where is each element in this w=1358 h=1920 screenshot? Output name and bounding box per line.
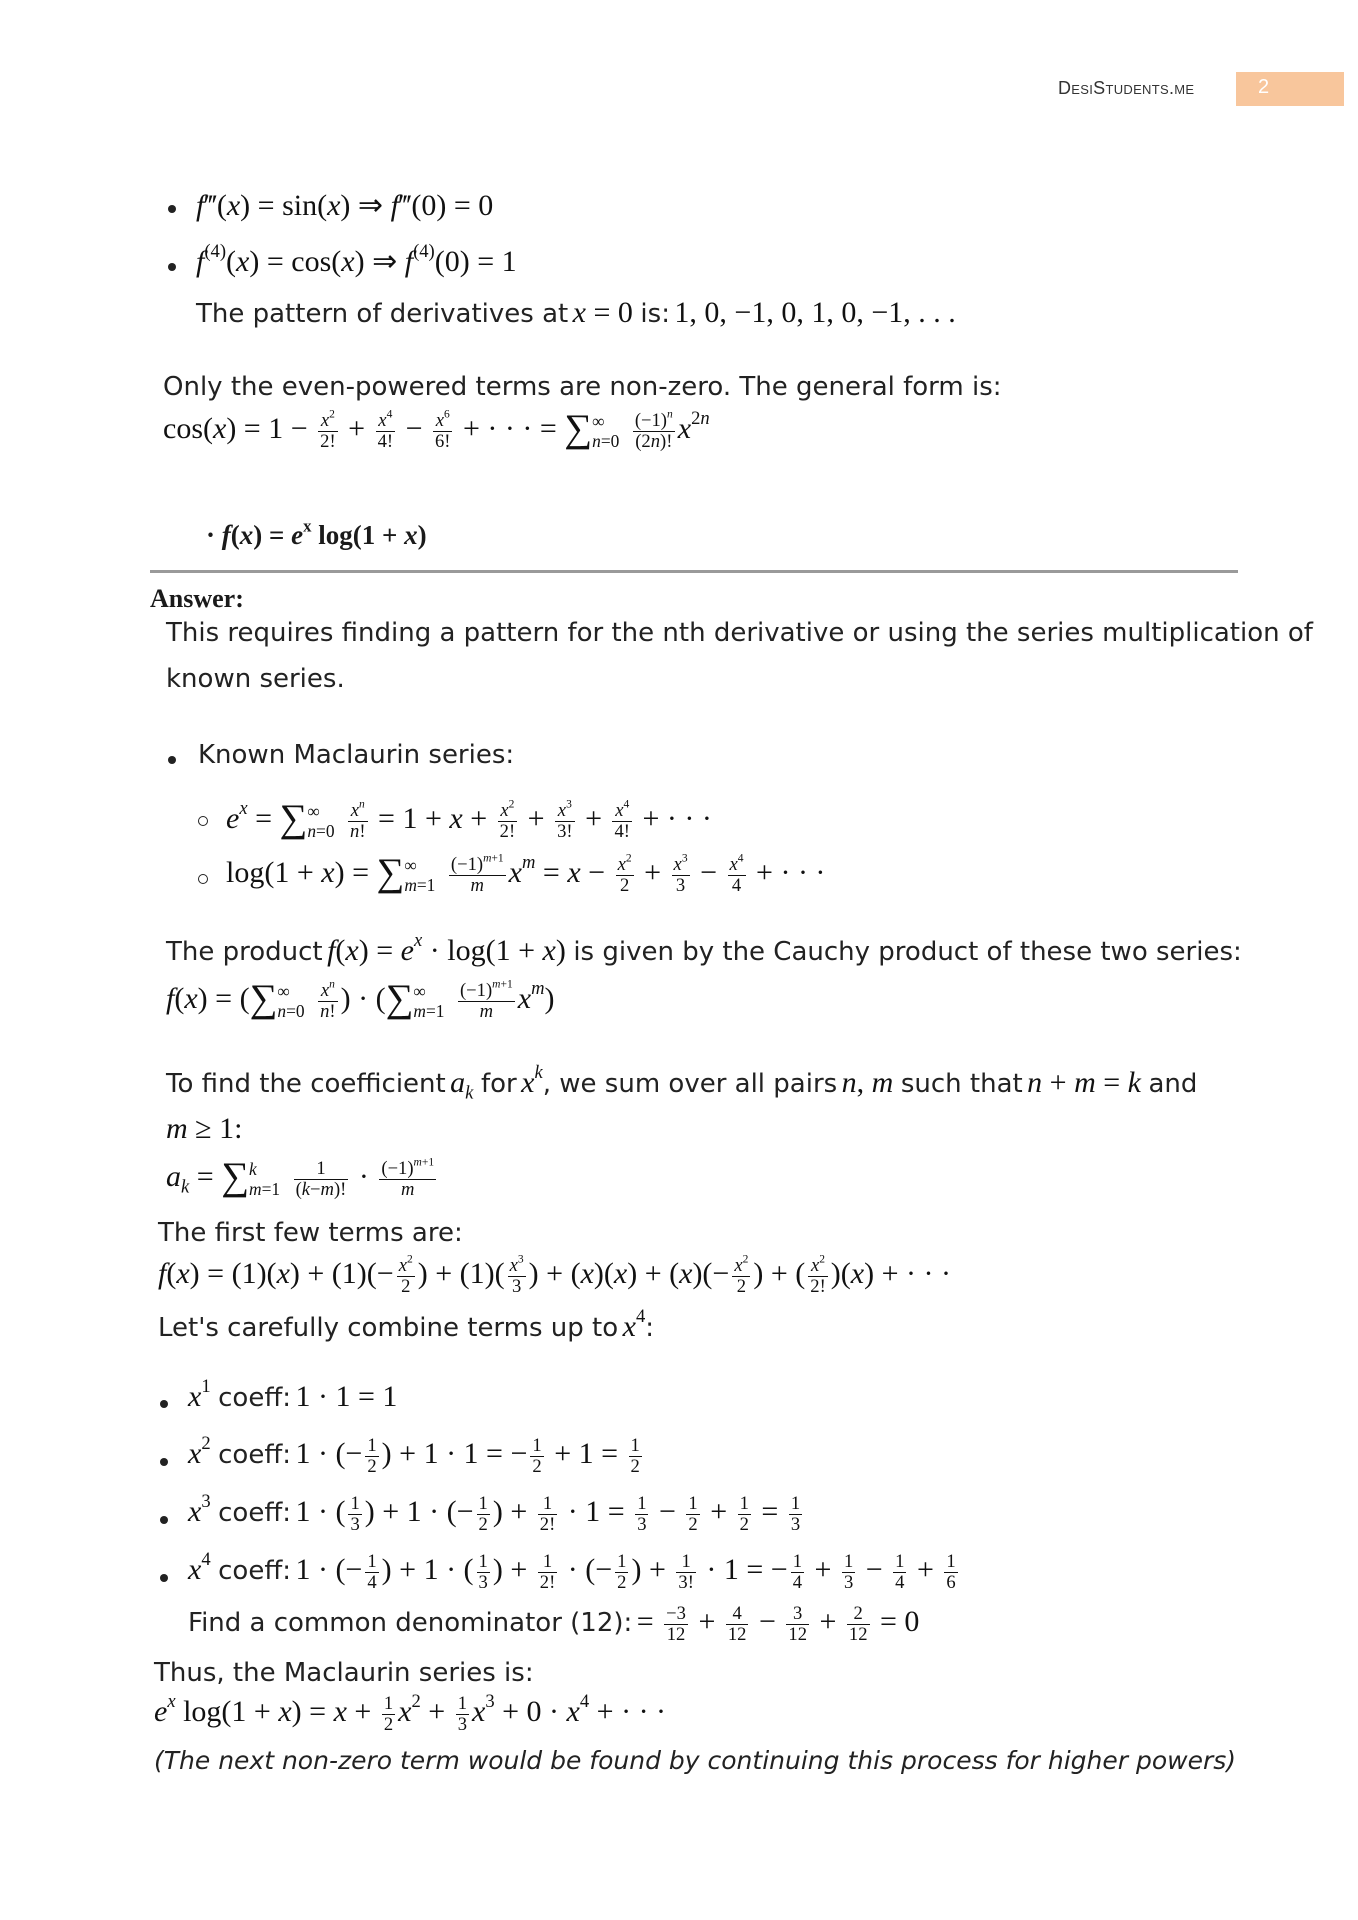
coefficient-text-line: To find the coefficient $a_k$ for $x^k$, we sum over all pairs n, m such that n + m = k and [166,1062,1198,1104]
first-terms-equation: f(x) = (1)(x) + (1)(− $\frac{x^2}{2}$ ) + (1)( $\frac{x^3}{3}$ ) + (x)(x) + (x)(− $\frac{x^2}{2}$ ) + ( $\frac{x^2}{2!}$ )(x) + · · · [158,1253,951,1297]
known-series-label: Known Maclaurin series: [198,740,515,770]
product-line: The product $f(x) = e^x \cdot \log(1 + x)$ is given by the Cauchy product of these two series: [166,930,1242,967]
list-bullet [160,1516,168,1524]
list-bullet [168,756,176,764]
x2-coefficient: $x^2$ coeff: 1 · (− $\frac{1}{2}$ ) + 1 · 1 = − $\frac{1}{2}$ + 1 = $\frac{1}{2}$ [188,1432,640,1477]
first-terms-label: The first few terms are: [158,1218,463,1248]
closing-note: (The next non-zero term would be found by continuing this process for higher powers) [154,1746,1237,1775]
site-brand: DesiStudents.me [1058,78,1195,98]
list-bullet [160,1400,168,1408]
exp-series: $e^x$ = ∑ ∞ n=0 $\frac{x^n}{n!}$ = 1 + x + $\frac{x^2}{2!}$ + $\frac{x^3}{3!}$ + $\frac{x^4}{4!}$ + · · · [226,797,712,842]
x3-coefficient: $x^3$ coeff: 1 · ( $\frac{1}{3}$ ) + 1 · (− $\frac{1}{2}$ ) + $\frac{1}{2!}$ · 1 = $\frac{1}{3}$ − $\frac{1}{2}$ + $\frac{1}{2}$ = $\frac{1}{3}$ [188,1490,801,1535]
list-bullet [168,205,176,213]
cauchy-product-equation: f(x) = (∑ ∞ n=0 $\frac{x^n}{n!}$ ) · (∑ ∞ m=1 $\frac{(-1)^{m+1}}{m}$ $x^m$) [166,977,555,1022]
answer-label: Answer: [150,584,244,613]
list-bullet [160,1574,168,1582]
combine-line: Let's carefully combine terms up to $x^4$: [158,1306,654,1343]
intro-line-1: This requires finding a pattern for the nth derivative or using the series multiplication of [166,618,1313,648]
log-series: log(1 + x) = ∑ ∞ m=1 $\frac{(-1)^{m+1}}{m}$ $x^m = x$ − $\frac{x^2}{2}$ + $\frac{x^3}{3}$ − $\frac{x^4}{4}$ + · · · [226,851,826,896]
third-derivative-line: f‴(x) = sin(x) ⇒ f‴(0) = 0 [196,189,494,222]
fourth-derivative-line: $f^{(4)}(x) = \cos(x)$ ⇒ $f^{(4)}(0) = 1$ [196,241,517,278]
final-series-equation: $e^x$ log(1 + x) = x + $\frac{1}{2}$ $x^2$ + $\frac{1}{3}$ $x^3 + 0 \cdot x^4$ + · · · [154,1690,667,1735]
common-denominator-line: Find a common denominator (12): = $\frac{-3}{12}$ + $\frac{4}{12}$ − $\frac{3}{12}$ + $\frac{2}{12}$ = 0 [188,1603,920,1645]
m-condition: m ≥ 1: [166,1112,243,1145]
coefficient-formula: $a_k$ = ∑ k m=1 $\frac{1}{(k-m)!}$ · $\frac{(-1)^{m+1}}{m}$ [166,1155,435,1200]
pattern-line: The pattern of derivatives at x = 0 is: 1, 0, −1, 0, 1, 0, −1, . . . [196,296,956,329]
x1-coefficient: $x^1$ coeff: 1 · 1 = 1 [188,1376,398,1413]
section-divider [150,570,1238,573]
list-bullet [160,1458,168,1466]
page-number-badge: 2 [1236,72,1344,106]
cos-series-equation: cos(x) = 1 − $\frac{x^2}{2!}$ + $\frac{x^4}{4!}$ − $\frac{x^6}{6!}$ + · · · = ∑ ∞ n=0 $\frac{(-1)^n}{(2n)!}$ $x^{2n}$ [163,407,710,452]
even-terms-text: Only the even-powered terms are non-zero. The general form is: [163,372,1002,402]
sub-bullet [198,874,208,884]
sub-bullet [198,816,208,826]
intro-line-2: known series. [166,664,345,694]
question-function: · $f(x) = e^x$ log(1 + x) [206,516,427,550]
list-bullet [168,263,176,271]
x4-coefficient: $x^4$ coeff: 1 · (− $\frac{1}{4}$ ) + 1 · ( $\frac{1}{3}$ ) + $\frac{1}{2!}$ · (− $\frac{1}{2}$ ) + $\frac{1}{3!}$ · 1 = − $\frac{1}{4}$ + $\frac{1}{3}$ − $\frac{1}{4}$ + $\frac{1}{6}$ [188,1548,956,1593]
thus-label: Thus, the Maclaurin series is: [154,1658,534,1688]
